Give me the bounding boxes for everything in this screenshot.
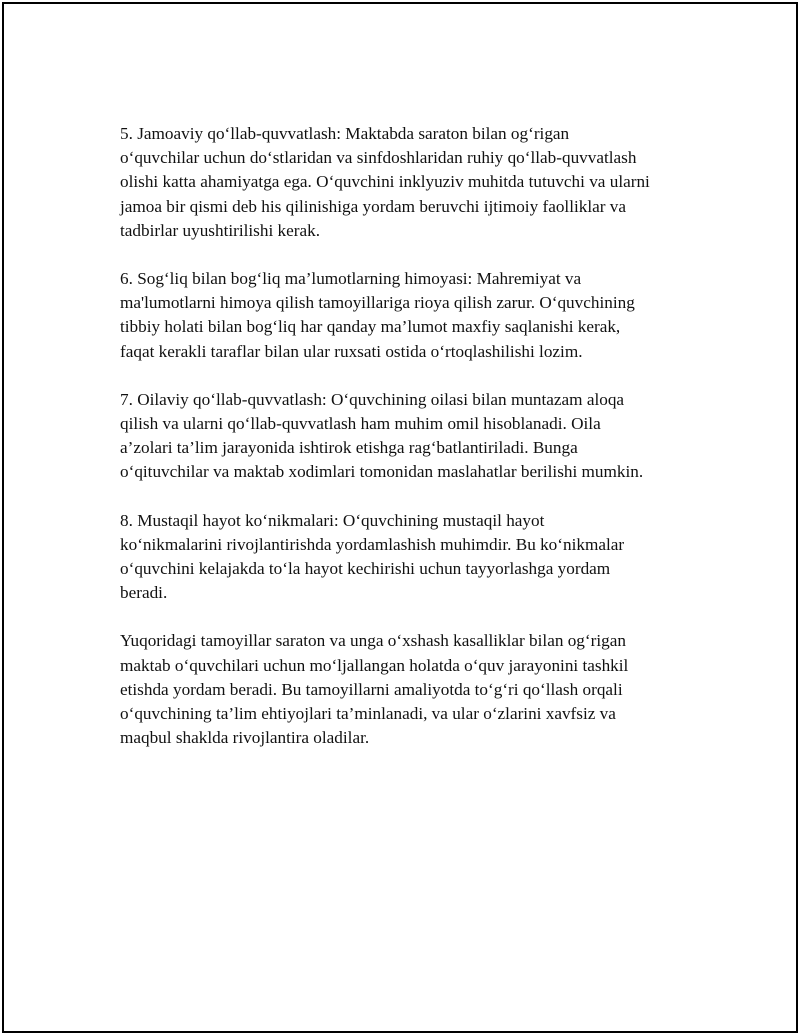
text-line: o‘quvchini kelajakda to‘la hayot kechirishi uchun tayyorlashga yordam [120,559,611,579]
text-line: 5. Jamoaviy qo‘llab-quvvatlash: Maktabda saraton bilan og‘rigan [120,124,570,143]
text-line: olishi katta ahamiyatga ega. O‘quvchini inklyuziv muhitda tutuvchi va ularni [120,172,650,192]
text-line: 8. Mustaqil hayot ko‘nikmalari: O‘quvchining mustaqil hayot [120,510,545,530]
paragraph-health-data-protection [120,267,686,364]
page-frame [2,2,798,1033]
text-line: o‘quvchilar uchun do‘stlaridan va sinfdoshlaridan ruhiy qo‘llab-quvvatlash [120,148,637,168]
text-line: a’zolari ta’lim jarayonida ishtirok etishga rag‘batlantiriladi. Bunga [120,438,578,458]
text-line: ma'lumotlarni himoya qilish tamoyillariga rioya qilish zarur. O‘quvchining [120,293,635,313]
text-line: o‘quvchining ta’lim ehtiyojlari ta’minlanadi, va ular o‘zlarini xavfsiz va [120,704,616,724]
text-line: o‘qituvchilar va maktab xodimlari tomonidan maslahatlar berilishi mumkin. [120,462,644,482]
text-line: tibbiy holati bilan bog‘liq har qanday ma’lumot maxfiy saqlanishi kerak, [120,317,621,337]
text-line: maktab o‘quvchilari uchun mo‘ljallangan holatda o‘quv jarayonini tashkil [120,655,629,675]
text-line: etishda yordam beradi. Bu tamoyillarni amaliyotda to‘g‘ri qo‘llash orqali [120,679,623,699]
text-line: Yuqoridagi tamoyillar saraton va unga o‘xshash kasalliklar bilan og‘rigan [120,631,626,651]
text-line: qilish va ularni qo‘llab-quvvatlash ham muhim omil hisoblanadi. Oila [120,414,601,434]
text-line: faqat kerakli taraflar bilan ular ruxsati ostida o‘rtoqlashilishi lozim. [120,341,583,361]
text-line: tadbirlar uyushtirilishi kerak. [120,220,320,240]
text-line: maqbul shaklda rivojlantira oladilar. [120,728,370,748]
text-line: 7. Oilaviy qo‘llab-quvvatlash: O‘quvchining oilasi bilan muntazam aloqa [120,389,625,409]
paragraph-conclusion [120,629,686,750]
paragraph-family-support [120,388,686,485]
text-line: beradi. [120,583,168,603]
paragraph-independent-life-skills [120,509,686,606]
text-line: 6. Sog‘liq bilan bog‘liq ma’lumotlarning himoyasi: Mahremiyat va [120,269,582,289]
text-line: jamoa bir qismi deb his qilinishiga yordam beruvchi ijtimoiy faolliklar va [120,196,626,216]
paragraph-community-support [120,122,686,243]
text-line: ko‘nikmalarini rivojlantirishda yordamlashish muhimdir. Bu ko‘nikmalar [120,534,625,554]
document-body [120,122,686,774]
